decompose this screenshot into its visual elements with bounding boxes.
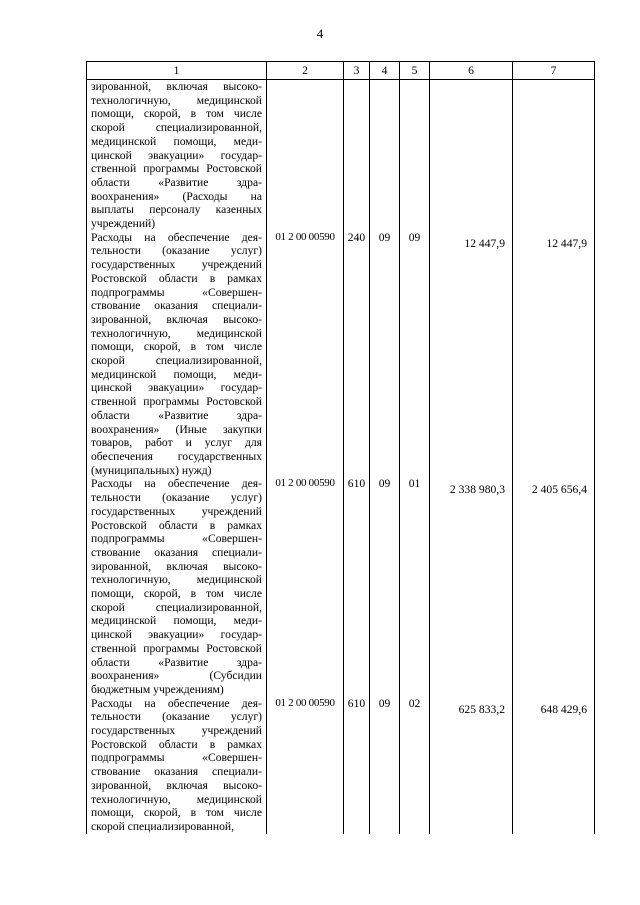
row-col3: 610	[344, 697, 370, 834]
column-header-7: 7	[513, 62, 595, 80]
row-col3: 610	[344, 477, 370, 696]
table-row	[87, 477, 595, 696]
budget-table	[86, 61, 595, 834]
row-col4: 09	[370, 231, 400, 478]
column-header-6: 6	[430, 62, 513, 80]
row-description: Расходы на обеспечение деятельности (оказание услуг) государственных учреждений Ростовской области в рамках подпрограммы «Совершенствование оказания специализированной, включая высокотехнологичную, медицинской помощи, скорой, в том числе скорой специализированной, медицинской помощи, медицинской эвакуации» государственной программы Ростовской области «Развитие здравоохранения» (Субсидии бюджетным учреждениям)	[87, 477, 267, 696]
row-description: Расходы на обеспечение деятельности (оказание услуг) государственных учреждений Ростовской области в рамках подпрограммы «Совершенствование оказания специализированной, включая высокотехнологичную, медицинской помощи, скорой, в том числе скорой специализированной, медицинской помощи, медицинской эвакуации» государственной программы Ростовской области «Развитие здравоохранения» (Иные закупки товаров, работ и услуг для обеспечения государственных (муниципальных) нужд)	[87, 231, 267, 478]
column-header-1: 1	[87, 62, 267, 80]
header-row	[87, 62, 595, 80]
page-number: 4	[316, 26, 324, 41]
row-col4: 09	[370, 697, 400, 834]
row-description: Расходы на обеспечение деятельности (оказание услуг) государственных учреждений Ростовской области в рамках подпрограммы «Совершенствование оказания специализированной, включая высокотехнологичную, медицинской помощи, скорой, в том числе скорой специализированной,	[87, 697, 267, 834]
column-header-4: 4	[370, 62, 400, 80]
table-row	[87, 697, 595, 834]
row-col3: 240	[344, 231, 370, 478]
row-col5: 09	[400, 231, 430, 478]
row-col7: 2 405 656,4	[513, 477, 595, 696]
row-col4: 09	[370, 477, 400, 696]
table-row	[87, 80, 595, 231]
row-description: зированной, включая высокотехнологичную, медицинской помощи, скорой, в том числе скорой специализированной, медицинской помощи, медицинской эвакуации» государственной программы Ростовской области «Развитие здравоохранения» (Расходы на выплаты персоналу казенных учреждений)	[87, 80, 267, 231]
row-col3	[344, 80, 370, 231]
column-header-3: 3	[344, 62, 370, 80]
table-row	[87, 231, 595, 478]
row-col6: 625 833,2	[430, 697, 513, 834]
row-col7	[513, 80, 595, 231]
row-col5: 02	[400, 697, 430, 834]
row-code	[267, 80, 344, 231]
row-col5: 01	[400, 477, 430, 696]
row-col7: 12 447,9	[513, 231, 595, 478]
row-col6: 2 338 980,3	[430, 477, 513, 696]
row-code: 01 2 00 00590	[267, 477, 344, 696]
row-col4	[370, 80, 400, 231]
row-code: 01 2 00 00590	[267, 231, 344, 478]
row-col7: 648 429,6	[513, 697, 595, 834]
row-col6	[430, 80, 513, 231]
column-header-5: 5	[400, 62, 430, 80]
row-code: 01 2 00 00590	[267, 697, 344, 834]
row-col6: 12 447,9	[430, 231, 513, 478]
column-header-2: 2	[267, 62, 344, 80]
row-col5	[400, 80, 430, 231]
